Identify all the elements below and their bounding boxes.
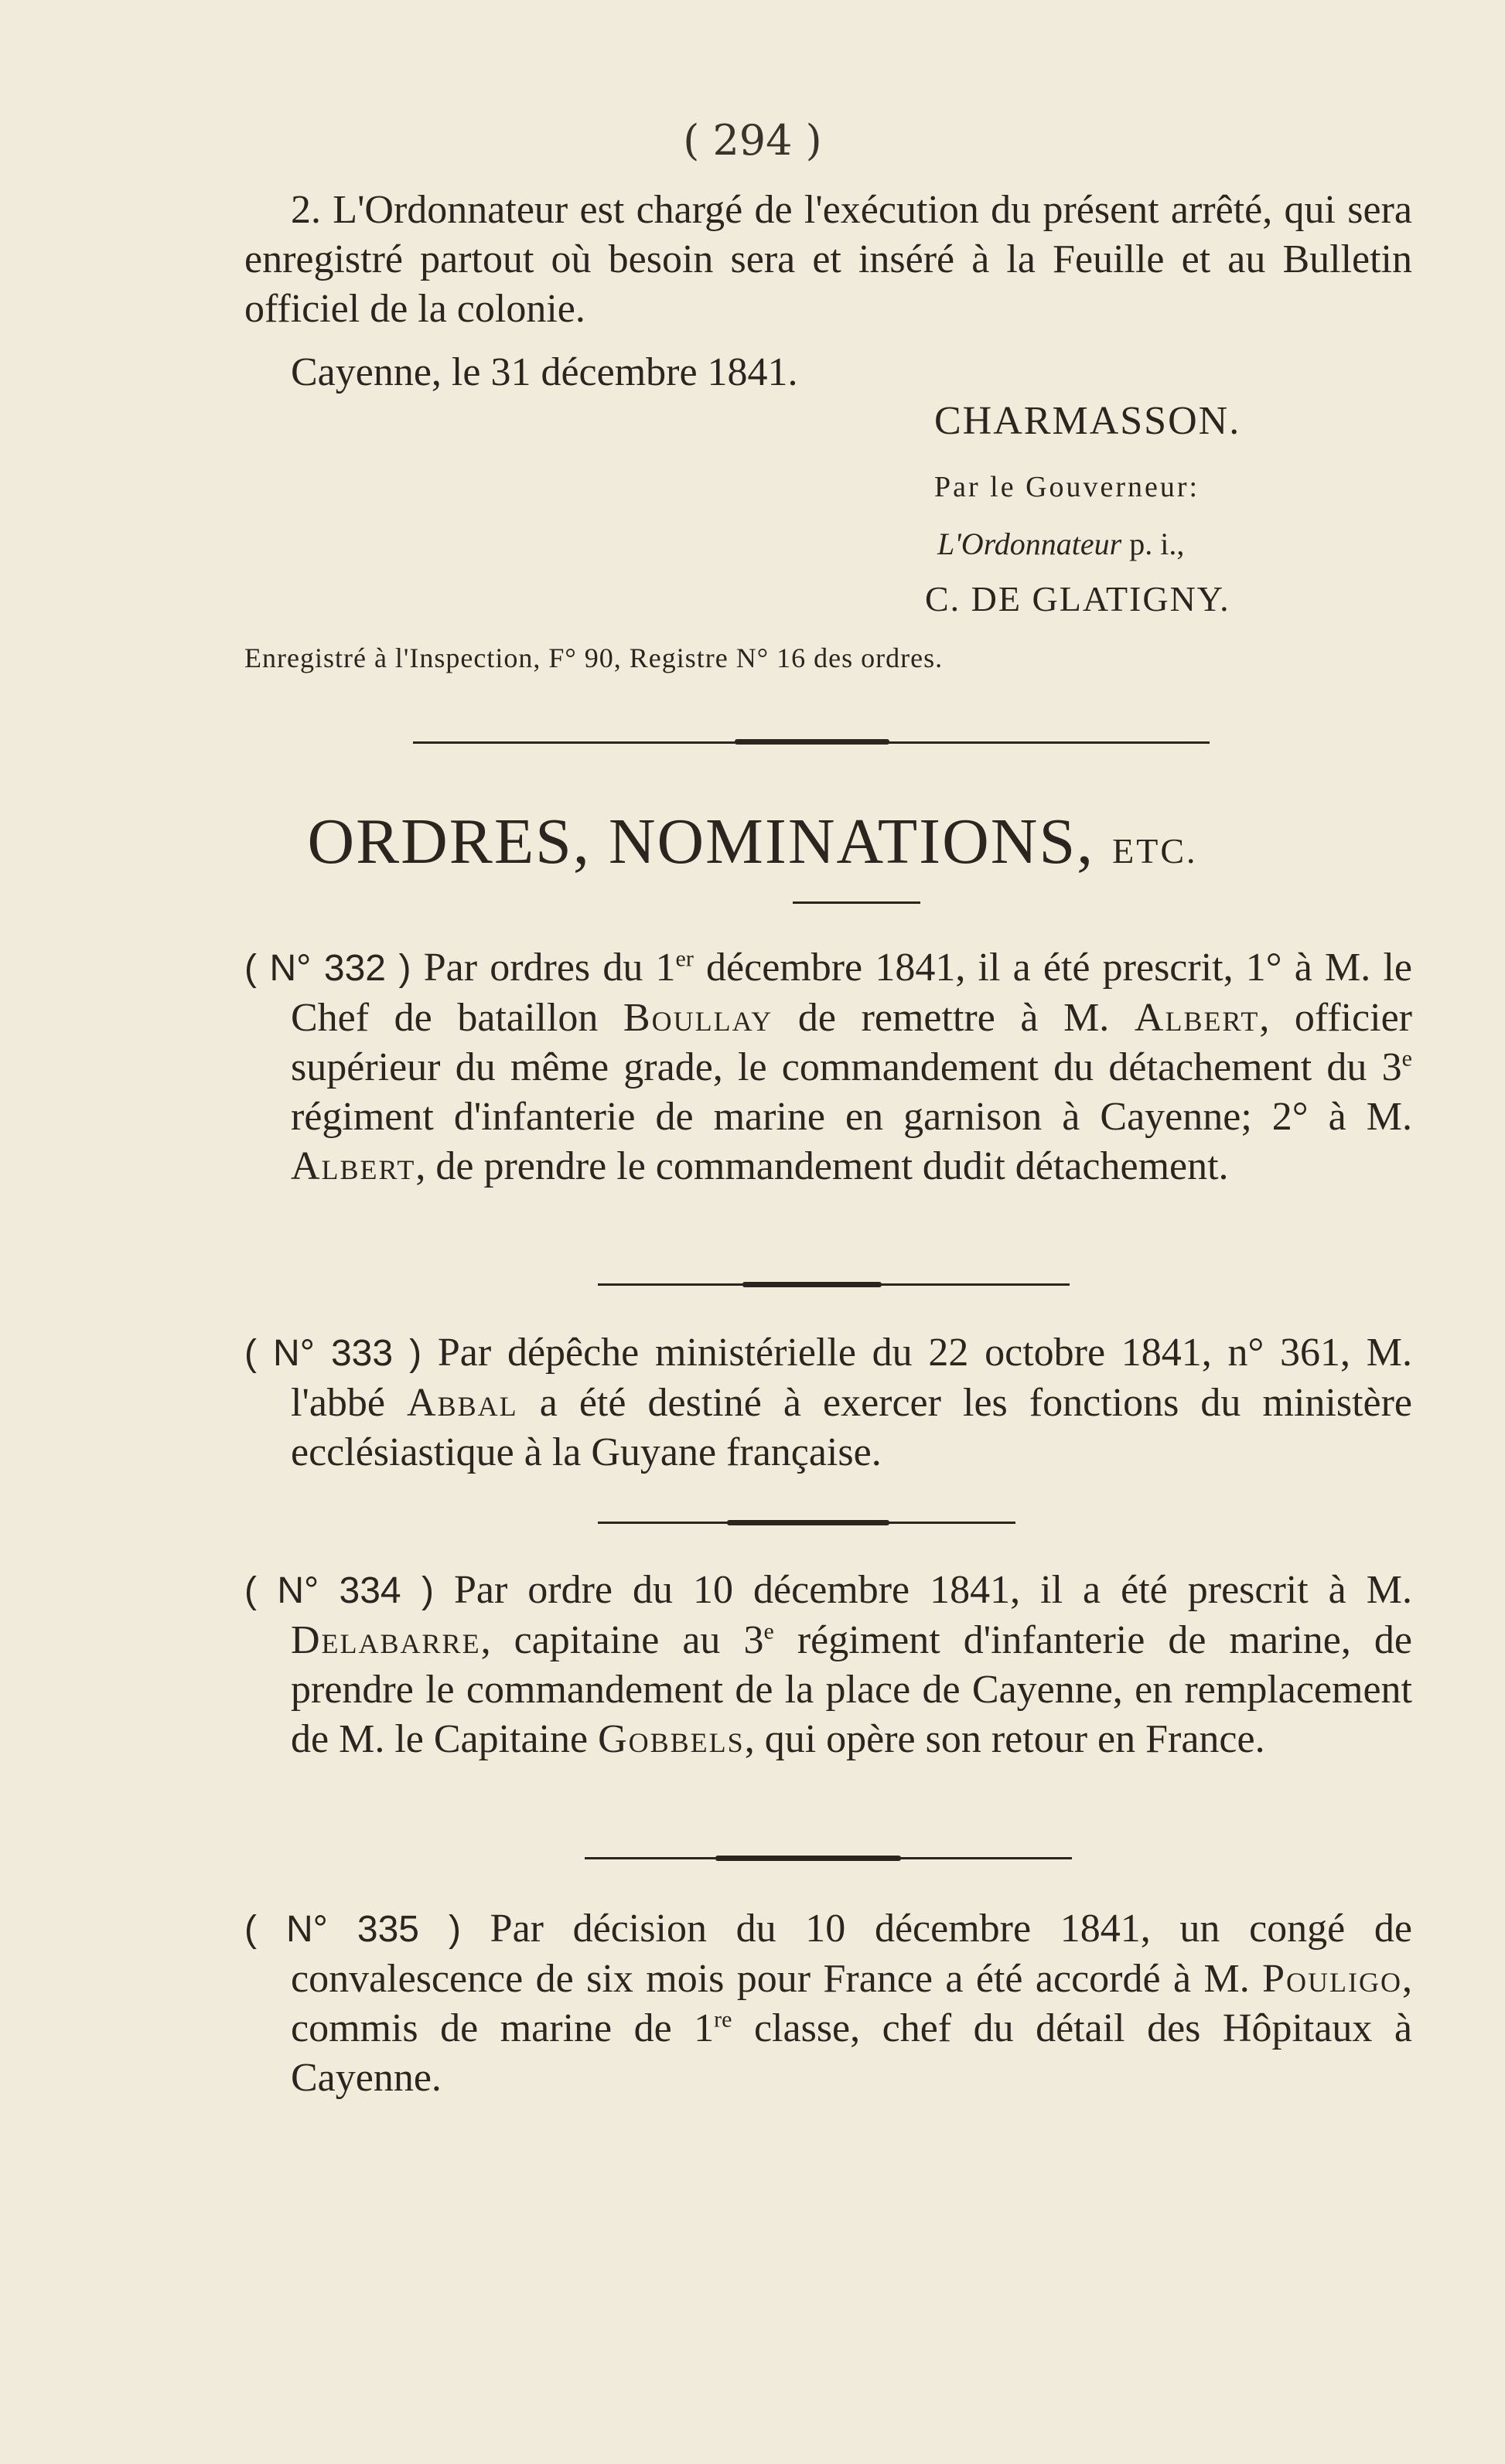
order-text: régiment d'infanterie de marine, de prendre le commandement de la place de Cayenne, en remplacement de M. le Capitaine [291, 1618, 1412, 1761]
superscript: e [1401, 1045, 1412, 1072]
order-335 [244, 1904, 1412, 2103]
order-divider-center [727, 1520, 889, 1525]
order-text: régiment d'infanterie de marine en garnison à Cayenne; 2° à M. [291, 1095, 1412, 1139]
order-number: ( N° 335 ) [244, 1909, 461, 1950]
order-text: classe, chef du détail des Hôpitaux à Cayenne. [291, 2006, 1412, 2100]
order-text: , qui opère son retour en France. [744, 1717, 1265, 1761]
order-text: , de prendre le commandement dudit détachement. [415, 1144, 1229, 1188]
person-name: Albert [291, 1144, 416, 1188]
section-title-text: ORDRES, NOMINATIONS, [307, 806, 1095, 878]
order-332 [244, 943, 1412, 1191]
order-text: Par ordres du 1 [423, 946, 676, 990]
order-text: , capitaine au 3 [480, 1618, 764, 1662]
ordonnateur-title: L'Ordonnateur [937, 527, 1122, 561]
ordonnateur-line [937, 526, 1184, 562]
person-name: Pouligo [1262, 1957, 1402, 2001]
person-name: Gobbels [598, 1717, 745, 1761]
order-text: Par ordre du 10 décembre 1841, il a été prescrit à M. [453, 1568, 1413, 1612]
order-334 [244, 1566, 1412, 1764]
by-governor-line: Par le Gouverneur: [934, 471, 1200, 503]
title-underline [793, 901, 920, 904]
order-divider-center [715, 1856, 901, 1861]
order-text: , officier supérieur du même grade, le commandement du détachement du 3 [291, 996, 1412, 1089]
person-name: Boullay [623, 996, 773, 1040]
order-number: ( N° 333 ) [244, 1333, 422, 1374]
order-text: décembre 1841, il a été prescrit, 1° à M. le Chef de bataillon [291, 946, 1413, 1040]
person-name: Abbal [407, 1381, 518, 1425]
person-name: Albert [1134, 996, 1260, 1040]
governor-signature: CHARMASSON. [934, 399, 1241, 443]
order-333 [244, 1328, 1412, 1477]
section-title [0, 804, 1505, 879]
order-number: ( N° 334 ) [244, 1570, 434, 1611]
order-text: Par décision du 10 décembre 1841, un congé de convalescence de six mois pour France a été accordé à M. [291, 1907, 1413, 2001]
order-number: ( N° 332 ) [244, 948, 411, 989]
section-title-etc: ETC. [1112, 831, 1198, 871]
article-2-block [244, 186, 1412, 397]
order-text: a été destiné à exercer les fonctions du ministère ecclésiastique à la Guyane française. [291, 1381, 1412, 1474]
superscript: re [714, 2006, 732, 2033]
person-name: Delabarre [291, 1618, 481, 1662]
order-text: de remettre à M. [773, 996, 1135, 1040]
superscript: er [675, 946, 694, 972]
ordonnateur-name: C. DE GLATIGNY. [925, 579, 1230, 619]
registry-note: Enregistré à l'Inspection, F° 90, Registre N° 16 des ordres. [244, 642, 944, 673]
ordonnateur-suffix: p. i., [1129, 527, 1185, 561]
order-divider-center [742, 1282, 882, 1287]
order-text: Par dépêche ministérielle du 22 octobre 1841, n° 361, M. l'abbé [291, 1331, 1413, 1425]
order-text: , commis de marine de 1 [291, 1957, 1412, 2050]
divider-rule-center [735, 739, 889, 745]
superscript: e [763, 1618, 774, 1644]
date-line: Cayenne, le 31 décembre 1841. [291, 350, 798, 394]
page-number: ( 294 ) [683, 116, 822, 165]
article-2-text: 2. L'Ordonnateur est chargé de l'exécution du présent arrêté, qui sera enregistré partout où besoin sera et inséré à la Feuille et au Bulletin officiel de la colonie. [244, 188, 1412, 331]
